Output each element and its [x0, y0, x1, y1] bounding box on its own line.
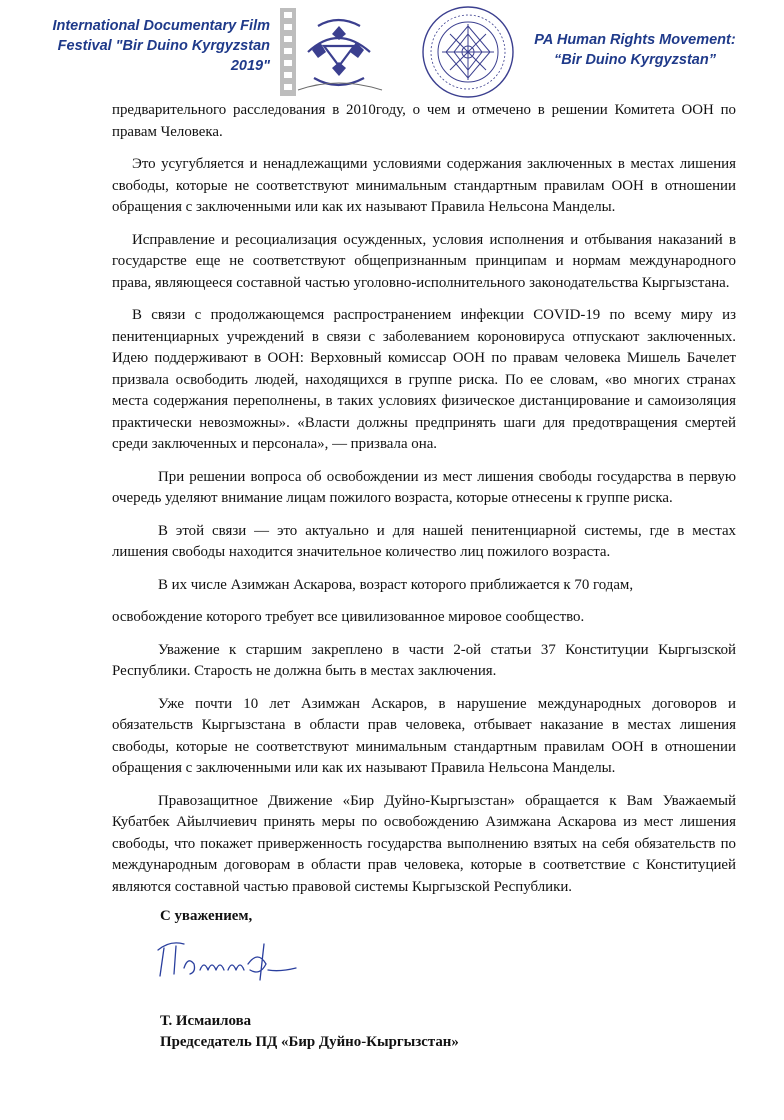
paragraph-9: Уважение к старшим закреплено в части 2-ой статьи 37 Конституции Кыргызской Республики. Старость не должна быть в местах заключения.: [112, 641, 736, 679]
paragraph-11: Правозащитное Движение «Бир Дуйно-Кыргызстан» обращается к Вам Уважаемый Кубатбек Айылчиевич принять меры по освобождению Азимжана Аскарова из мест лишения свободы, что покажет приверженность государства выполнению взятых на себя обязательств по международным договорам в области прав человека, которые в соответствие с Конституцией являются составной частью правовой системы Кыргызской Республики.: [112, 792, 736, 895]
organization-name-line-2: “Bir Duino Kyrgyzstan”: [554, 52, 716, 68]
handwritten-signature-icon: [150, 930, 300, 990]
paragraph-1: предварительного расследования в 2010году, о чем и отмечено в решении Комитета ООН по правам Человека.: [112, 102, 736, 140]
closing-salutation: С уважением,: [160, 908, 253, 924]
festival-name: [38, 16, 270, 76]
paragraph-4: В связи с продолжающемся распространением инфекции COVID-19 по всему миру из пенитенциарных учреждений в связи с заболеванием короновируса отпускают заключенных. Идею поддерживают в ООН: Верховный комиссар ООН по правам человека Мишель Бачелет призвала освободить людей, находящихся в группе риска. По ее словам, «во многих странах места содержания переполнены, в таких условиях физическое дистанцирование и самоизоляция практически невозможны». «Власти должны предпринять шаги для предотвращения смертей среди заключенных и персонала», — призвала она.: [112, 307, 736, 452]
film-festival-logo-icon: [278, 6, 398, 98]
festival-name-line-2: Festival "Bir Duino Kyrgyzstan 2019": [57, 38, 270, 74]
paragraph-3: Исправление и ресоциализация осужденных, условия исполнения и отбывания наказаний в государстве еще не соответствуют общепризнанным принципам и нормам международного права, являющееся составной частью уголовно-исполнительного законодательства Кыргызстана.: [112, 231, 736, 291]
paragraph-8: освобождение которого требует все цивилизованное мировое сообщество.: [112, 609, 585, 625]
paragraph-10: Уже почти 10 лет Азимжан Аскаров, в нарушение международных договоров и обязательств Кыргызстана в области прав человека, отбывает наказание в местах лишения свободы, которые не соответствуют минимальным стандартным правилам ООН в отношении обращения с заключенными или как их называют Правила Нельсона Манделы.: [112, 695, 736, 776]
paragraph-6: В этой связи — это актуально и для нашей пенитенциарной системы, где в местах лишения свободы находится значительное количество лиц пожилого возраста.: [112, 522, 736, 560]
organization-seal-icon: [420, 4, 516, 100]
organization-name: [520, 30, 750, 70]
signer-title: Председатель ПД «Бир Дуйно-Кыргызстан»: [160, 1034, 459, 1050]
organization-name-line-1: PA Human Rights Movement:: [534, 32, 736, 48]
letter-body: [112, 100, 736, 909]
paragraph-7: В их числе Азимжан Аскарова, возраст которого приближается к 70 годам,: [158, 576, 634, 593]
festival-name-line-1: International Documentary Film: [52, 18, 270, 34]
paragraph-5: При решении вопроса об освобождении из мест лишения свободы государства в первую очередь уделяют внимание лицам пожилого возраста, которые отнесены к группе риска.: [112, 468, 736, 506]
signer-name: Т. Исмаилова: [160, 1013, 252, 1029]
paragraph-2: Это усугубляется и ненадлежащими условиями содержания заключенных в местах лишения свободы, которые не соответствуют минимальным стандартным правилам ООН в отношении обращения с заключенными или как их называют Правила Нельсона Манделы.: [112, 156, 736, 215]
letterhead: [0, 0, 784, 100]
